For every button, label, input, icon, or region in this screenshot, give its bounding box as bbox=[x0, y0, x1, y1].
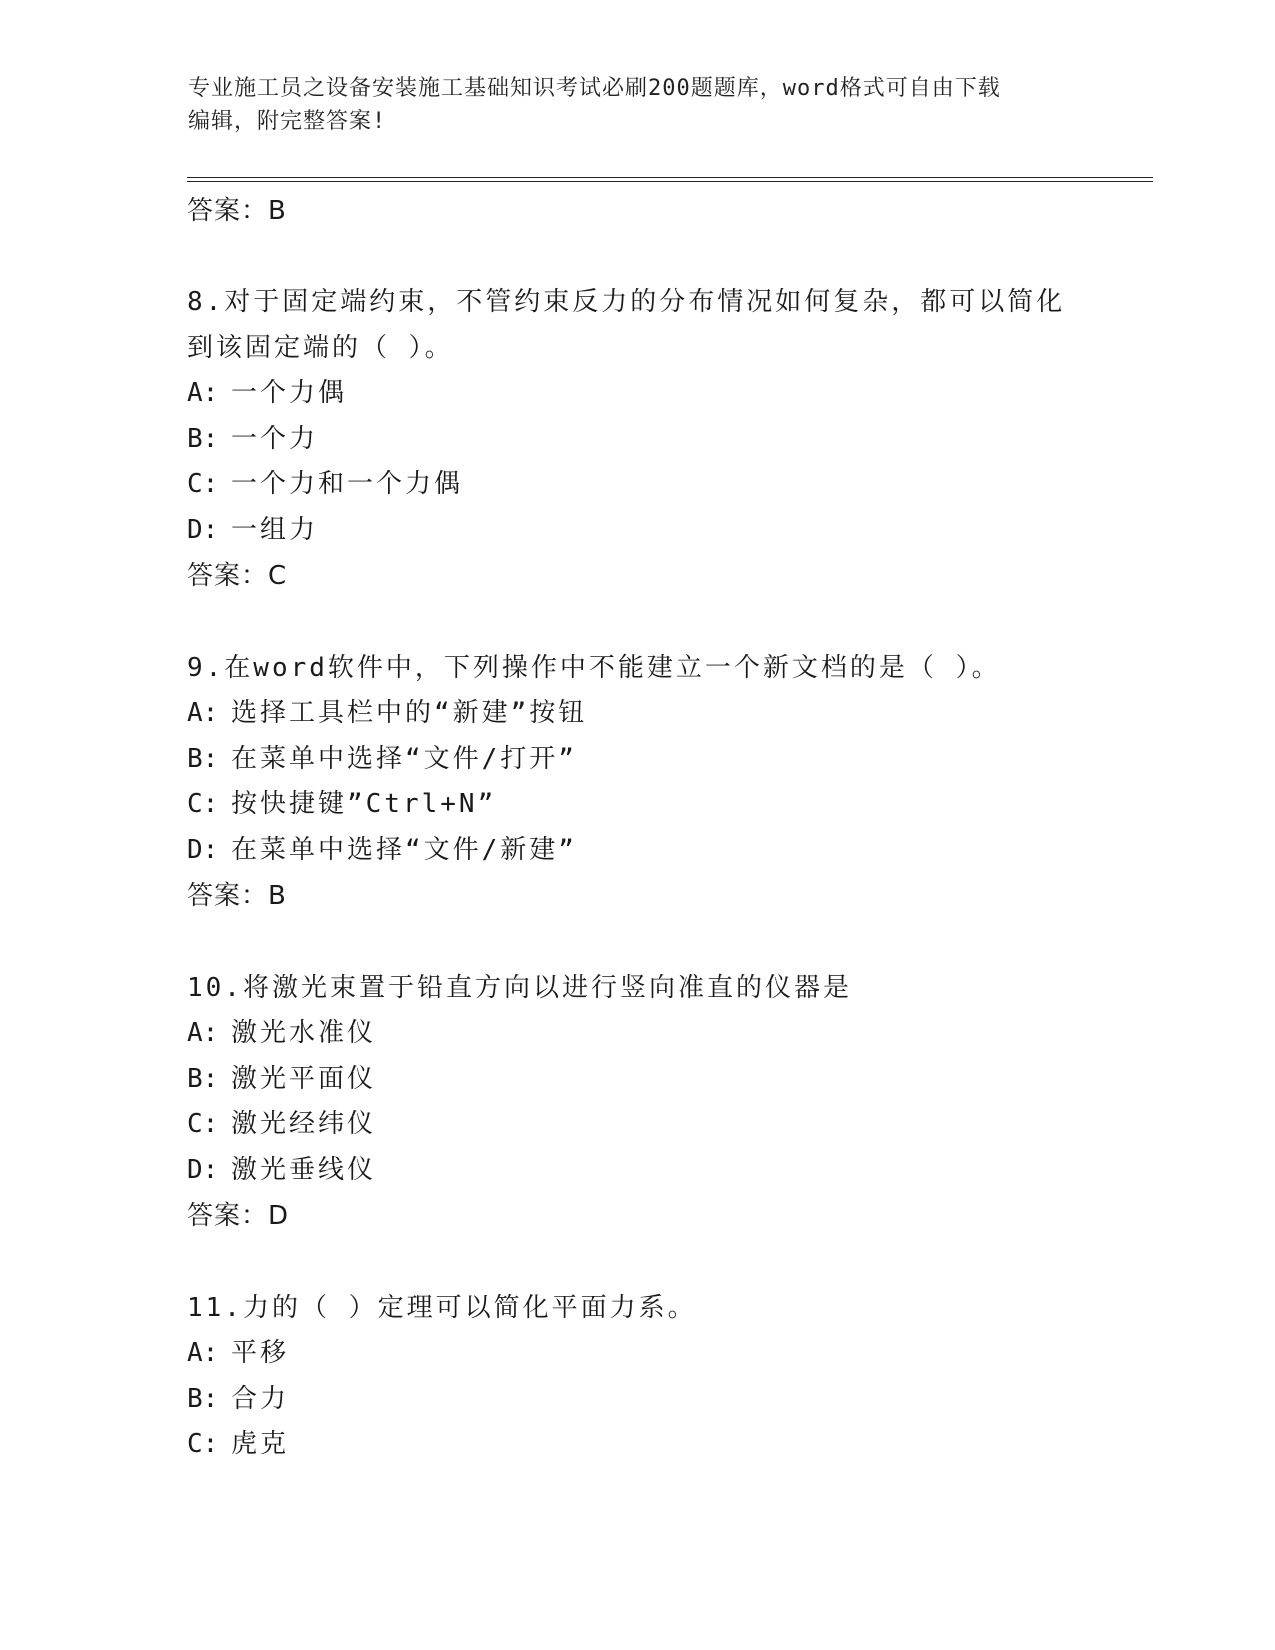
option-text: 在菜单中选择“文件/打开” bbox=[231, 743, 577, 774]
question-9 bbox=[187, 645, 1087, 919]
question-8 bbox=[187, 279, 1087, 599]
header-title-line-1: 专业施工员之设备安装施工基础知识考试必刷200题题库，word格式可自由下载 bbox=[188, 76, 1001, 101]
question-stem: 11.力的（ ）定理可以简化平面力系。 bbox=[187, 1293, 697, 1323]
option-d bbox=[187, 828, 1087, 874]
option-letter: C: bbox=[187, 469, 219, 499]
option-a bbox=[187, 371, 1087, 417]
option-b bbox=[187, 417, 1087, 463]
question-11 bbox=[187, 1285, 1087, 1468]
option-a bbox=[187, 691, 1087, 737]
answer-line: 答案：B bbox=[187, 196, 287, 226]
option-text: 选择工具栏中的“新建”按钮 bbox=[231, 698, 588, 728]
question-stem: 8.对于固定端约束，不管约束反力的分布情况如何复杂，都可以简化 bbox=[187, 287, 1066, 317]
option-text: 激光垂线仪 bbox=[231, 1154, 377, 1185]
option-b bbox=[187, 1057, 1087, 1103]
option-text: 虎克 bbox=[231, 1429, 290, 1459]
header-double-rule bbox=[187, 177, 1153, 182]
option-text: 一个力和一个力偶 bbox=[231, 469, 464, 499]
option-text: 一个力 bbox=[231, 423, 319, 454]
answer-line: 答案：B bbox=[187, 881, 287, 911]
option-letter: A: bbox=[187, 1018, 219, 1048]
option-letter: C: bbox=[187, 789, 219, 819]
option-a bbox=[187, 1331, 1087, 1377]
option-letter: A: bbox=[187, 1338, 219, 1368]
option-letter: B: bbox=[187, 1063, 219, 1094]
option-letter: B: bbox=[187, 1383, 219, 1414]
document-body bbox=[187, 188, 1087, 1514]
option-letter: A: bbox=[187, 378, 219, 408]
question-10 bbox=[187, 965, 1087, 1239]
option-text: 按快捷键”Ctrl+N” bbox=[231, 789, 497, 819]
option-b bbox=[187, 1377, 1087, 1423]
option-c bbox=[187, 1422, 1087, 1468]
option-d bbox=[187, 1148, 1087, 1194]
option-letter: D: bbox=[187, 514, 219, 545]
option-c bbox=[187, 782, 1087, 828]
option-letter: D: bbox=[187, 834, 219, 865]
option-text: 激光经纬仪 bbox=[231, 1109, 377, 1139]
option-letter: D: bbox=[187, 1154, 219, 1185]
option-letter: C: bbox=[187, 1109, 219, 1139]
option-text: 合力 bbox=[231, 1383, 290, 1414]
question-stem: 10.将激光束置于铅直方向以进行竖向准直的仪器是 bbox=[187, 973, 852, 1003]
option-a bbox=[187, 1011, 1087, 1057]
answer-line: 答案：C bbox=[187, 561, 288, 591]
option-c bbox=[187, 1102, 1087, 1148]
option-text: 一个力偶 bbox=[231, 378, 348, 408]
answer-line: 答案：D bbox=[187, 1201, 290, 1231]
option-d bbox=[187, 508, 1087, 554]
option-c bbox=[187, 462, 1087, 508]
document-header bbox=[188, 72, 1068, 138]
header-title-line-2: 编辑，附完整答案! bbox=[188, 109, 387, 134]
question-stem: 9.在word软件中，下列操作中不能建立一个新文档的是（ ）。 bbox=[187, 653, 1001, 683]
option-letter: C: bbox=[187, 1429, 219, 1459]
option-letter: B: bbox=[187, 743, 219, 774]
option-b bbox=[187, 737, 1087, 783]
option-text: 激光水准仪 bbox=[231, 1018, 377, 1048]
question-stem-continued: 到该固定端的（ ）。 bbox=[187, 333, 454, 363]
option-letter: B: bbox=[187, 423, 219, 454]
option-letter: A: bbox=[187, 698, 219, 728]
option-text: 在菜单中选择“文件/新建” bbox=[231, 834, 577, 865]
option-text: 平移 bbox=[231, 1338, 290, 1368]
option-text: 一组力 bbox=[231, 514, 319, 545]
option-text: 激光平面仪 bbox=[231, 1063, 377, 1094]
